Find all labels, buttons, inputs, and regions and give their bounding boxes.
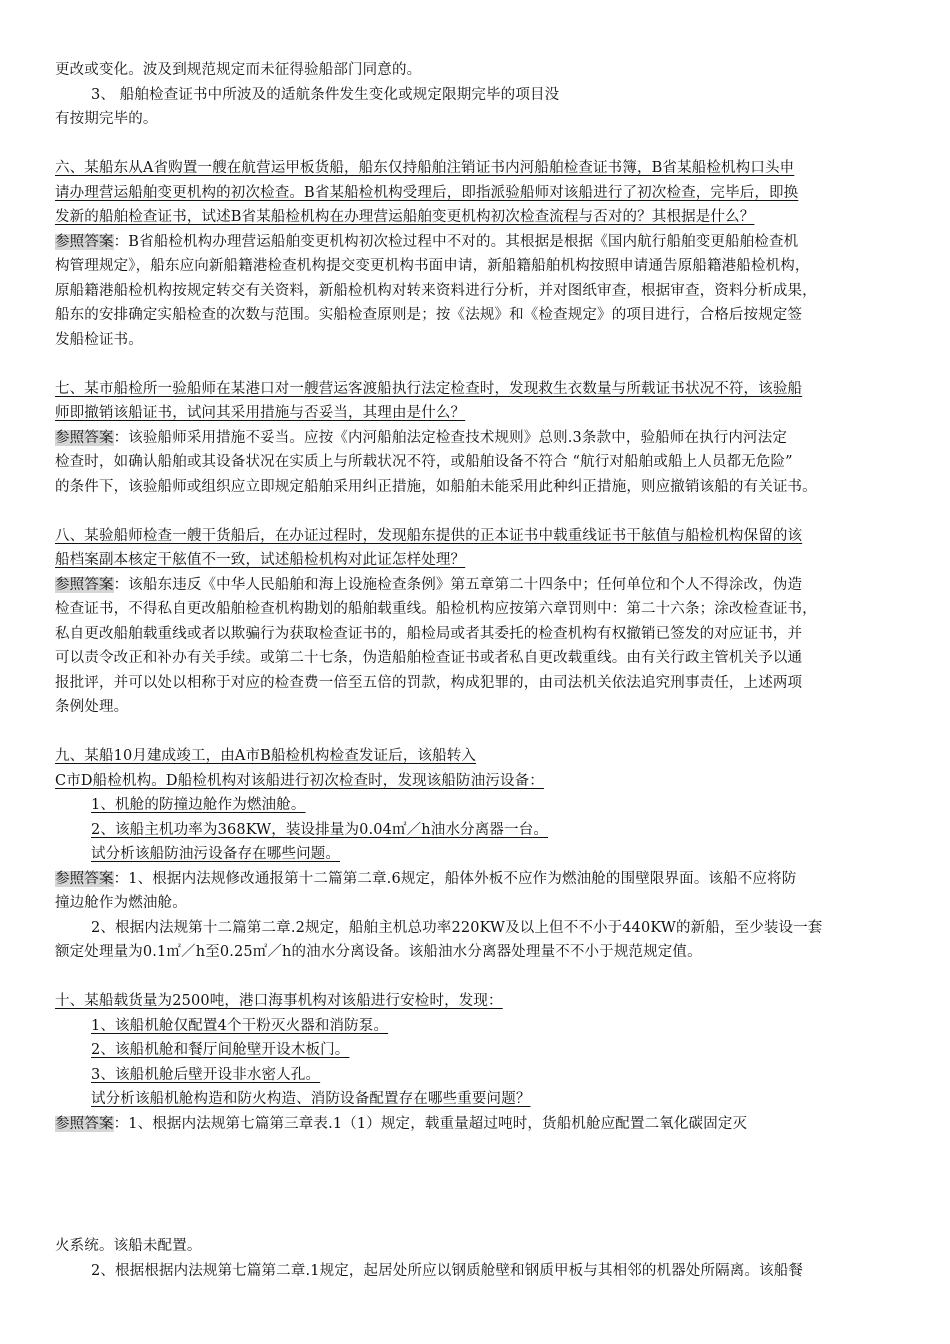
answer-7-line: 的条件下，该验船师或组织应立即规定船舶采用纠正措施，如船舶未能采用此种纠正措施，则应撤销该船的有关证书。 [55, 478, 817, 495]
question-6-line: 发新的船舶检查证书，试述B省某船检机构在办理营运船舶变更机构初次检查流程与否对的？其根据是什么？ [55, 209, 755, 225]
answer-9-line: 2、根据内法规第十二篇第二章.2规定，船舶主机总功率220KW及以上但不不小于440KW的新船，至少装设一套 [91, 919, 823, 936]
answer-label: 参照答案 [55, 870, 114, 887]
answer-9-line: 撞边舱作为燃油舱。 [55, 895, 187, 911]
answer-8-line: 私自更改船舶载重线或者以欺骗行为获取检查证书的，船检局或者其委托的检查机构有权撤销已签发的对应证书，并 [55, 625, 803, 642]
question-10-item: 2、该船机舱和餐厅间舱壁开设木板门。 [91, 1042, 350, 1058]
continuation-line: 2、根据根据内法规第七篇第二章.1规定，起居处所应以钢质舱壁和钢质甲板与其相邻的机器处所隔离。该船餐 [91, 1262, 804, 1279]
answer-8-line: 参照答案：该船东违反《中华人民船舶和海上设施检查条例》第五章第二十四条中；任何单位和个人不得涂改，伪造 [55, 576, 803, 593]
question-9 [55, 744, 905, 965]
question-10-item: 试分析该船机舱构造和防火构造、消防设备配置存在哪些重要问题？ [91, 1091, 531, 1107]
page-continuation [55, 1234, 905, 1283]
question-10-item: 3、该船机舱后壁开设非水密人孔。 [91, 1066, 321, 1083]
document-page [55, 58, 905, 1136]
question-6 [55, 156, 905, 352]
question-8 [55, 524, 905, 720]
question-8-line: 船档案副本核定干舷值不一致，试述船检机构对此证怎样处理？ [55, 552, 466, 568]
answer-label: 参照答案 [55, 1115, 114, 1132]
question-9-item: 1、机舱的防撞边舱作为燃油舱。 [91, 797, 306, 813]
question-9-line: C市D船检机构。D船检机构对该船进行初次检查时，发现该船防油污设备： [55, 772, 544, 789]
question-8-line: 八、某验船师检查一艘干货船后，在办证过程时，发现船东提供的正本证书中载重线证书干舷值与船检机构保留的该 [55, 527, 803, 544]
answer-label: 参照答案 [55, 429, 114, 446]
answer-10-line: 参照答案：1、根据内法规第七篇第三章表.1（1）规定，载重量超过吨时，货船机舱应配置二氧化碳固定灭 [55, 1115, 748, 1132]
question-9-item: 试分析该船防油污设备存在哪些问题。 [91, 846, 341, 862]
intro-line-3: 有按期完毕的。 [55, 111, 158, 127]
intro-line-1: 更改或变化。波及到规范规定而未征得验船部门同意的。 [55, 62, 422, 78]
question-10-item: 1、该船机舱仅配置4个干粉灭火器和消防泵。 [91, 1017, 389, 1034]
question-9-item: 2、该船主机功率为368KW，装设排量为0.04㎡／h油水分离器一台。 [91, 821, 548, 838]
question-6-line: 请办理营运船舶变更机构的初次检查。B省某船检机构受理后，即指派验船师对该船进行了初次检查，完毕后，即换 [55, 184, 799, 201]
question-10-line: 十、某船载货量为2500吨，港口海事机构对该船进行安检时，发现： [55, 993, 503, 1009]
question-7 [55, 377, 905, 500]
intro-line-2: 3、 船舶检查证书中所波及的适航条件发生变化或规定限期完毕的项目没 [91, 86, 560, 103]
continuation-line: 火系统。该船未配置。 [55, 1238, 202, 1254]
question-10 [55, 989, 905, 1136]
answer-7-line: 检查时，如确认船舶或其设备状况在实质上与所载状况不符，或船舶设备不符合 “航行对船舶或船上人员都无危险” [55, 454, 793, 470]
question-7-line: 师即撤销该船证书，试问其采用措施与否妥当，其理由是什么？ [55, 405, 466, 421]
answer-9-line: 额定处理量为0.1㎡／h至0.25㎡／h的油水分离设备。该船油水分离器处理量不不小于规范规定值。 [55, 944, 702, 960]
question-9-line: 九、某船10月建成竣工，由A市B船检机构检查发证后，该船转入 [55, 748, 477, 764]
answer-6-line: 构管理规定》，船东应向新船籍港检查机构提交变更机构书面申请，新船籍船舶机构按照申请通告原船籍港船检机构， [55, 258, 810, 274]
question-7-line: 七、某市船检所一验船师在某港口对一艘营运客渡船执行法定检查时，发现救生衣数量与所载证书状况不符，该验船 [55, 380, 803, 397]
answer-8-line: 条例处理。 [55, 699, 129, 715]
answer-label: 参照答案 [55, 233, 114, 250]
answer-8-line: 检查证书，不得私自更改船舶检查机构勘划的船舶载重线。船检机构应按第六章罚则中：第二十六条；涂改检查证书， [55, 601, 817, 617]
answer-label: 参照答案 [55, 576, 114, 593]
answer-7-line: 参照答案：该验船师采用措施不妥当。应按《内河船舶法定检查技术规则》总则.3条款中，验船师在执行内河法定 [55, 429, 787, 446]
question-6-line: 六、某船东从A省购置一艘在航营运甲板货船，船东仅持船舶注销证书内河船舶检查证书簿，B省某船检机构口头申 [55, 160, 795, 176]
answer-9-line: 参照答案：1、根据内法规修改通报第十二篇第二章.6规定，船体外板不应作为燃油舱的围壁限界面。该船不应将防 [55, 870, 797, 887]
answer-6-line: 参照答案：B省船检机构办理营运船舶变更机构初次检过程中不对的。其根据是根据《国内航行船舶变更船舶检查机 [55, 233, 799, 250]
answer-8-line: 可以责令改正和补办有关手续。或第二十七条，伪造船舶检查证书或者私自更改载重线。由有关行政主管机关予以通 [55, 650, 803, 666]
answer-6-line: 原船籍港船检机构按规定转交有关资料，新船检机构对转来资料进行分析，并对图纸审查，根据审查，资料分析成果， [55, 282, 817, 299]
answer-6-line: 船东的安排确定实船检查的次数与范围。实船检查原则是；按《法规》和《检查规定》的项目进行，合格后按规定签 [55, 307, 803, 323]
answer-6-line: 发船检证书。 [55, 331, 143, 348]
answer-8-line: 报批评，并可以处以相称于对应的检查费一倍至五倍的罚款，构成犯罪的，由司法机关依法追究刑事责任，上述两项 [55, 674, 803, 691]
